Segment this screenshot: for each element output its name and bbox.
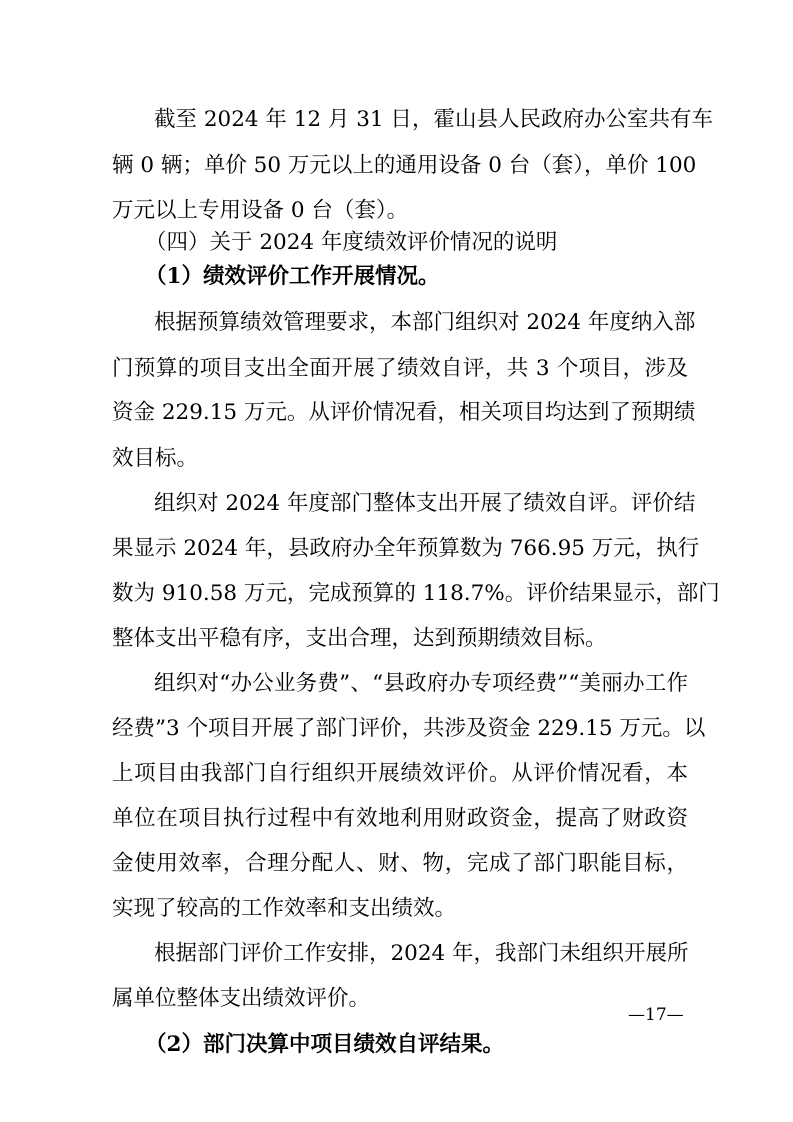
paragraph-line: 数为 910.58 万元，完成预算的 118.7%。评价结果显示，部门 [112,581,720,606]
paragraph-line: 组织对 2024 年度部门整体支出开展了绩效自评。评价结 [154,491,696,516]
paragraph-line: 根据预算绩效管理要求，本部门组织对 2024 年度纳入部 [154,310,696,335]
paragraph-line: 万元以上专用设备 0 台（套）。 [112,198,409,223]
paragraph-line: 组织对“办公业务费”、“县政府办专项经费”“美丽办工作 [154,671,688,696]
paragraph-line: 实现了较高的工作效率和支出绩效。 [112,896,457,921]
paragraph-line: 经费”3 个项目开展了部门评价，共涉及资金 229.15 万元。以 [112,716,706,741]
paragraph-line: 资金 229.15 万元。从评价情况看，相关项目均达到了预期绩 [112,400,696,425]
subsection-heading: （1）绩效评价工作开展情况。 [145,264,440,289]
paragraph-line: 根据部门评价工作安排，2024 年，我部门未组织开展所 [154,941,689,966]
subsection-heading: （2）部门决算中项目绩效自评结果。 [145,1032,504,1057]
section-heading: （四）关于 2024 年度绩效评价情况的说明 [145,230,558,255]
paragraph-line: 效目标。 [112,446,199,471]
paragraph-line: 门预算的项目支出全面开展了绩效自评，共 3 个项目，涉及 [112,356,688,381]
paragraph-line: 截至 2024 年 12 月 31 日，霍山县人民政府办公室共有车 [154,107,713,132]
paragraph-line: 果显示 2024 年，县政府办全年预算数为 766.95 万元，执行 [112,536,700,561]
paragraph-line: 金使用效率，合理分配人、财、物，完成了部门职能目标， [112,851,688,876]
paragraph-line: 属单位整体支出绩效评价。 [112,986,371,1011]
page-number: —17— [628,1005,684,1025]
paragraph-line: 辆 0 辆；单价 50 万元以上的通用设备 0 台（套），单价 100 [112,153,697,178]
paragraph-line: 单位在项目执行过程中有效地利用财政资金，提高了财政资 [112,806,688,831]
paragraph-line: 整体支出平稳有序，支出合理，达到预期绩效目标。 [112,626,607,651]
paragraph-line: 上项目由我部门自行组织开展绩效评价。从评价情况看，本 [112,761,688,786]
